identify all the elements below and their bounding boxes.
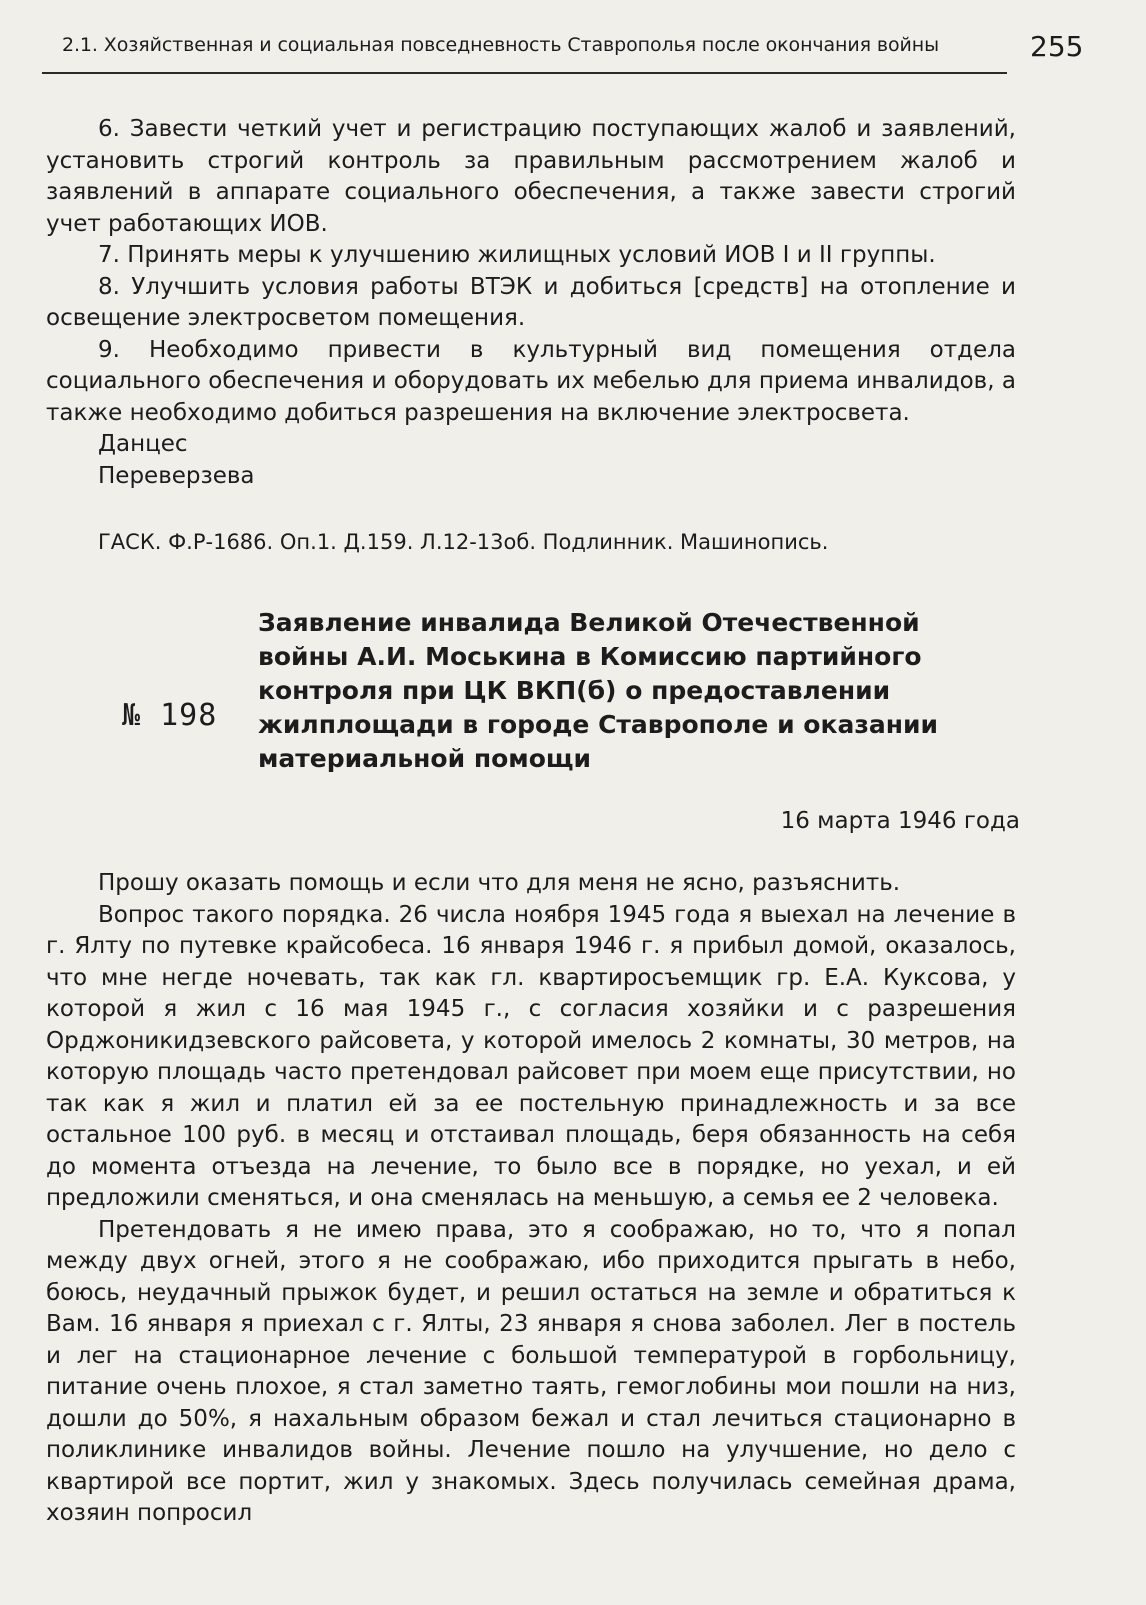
document-date: 16 марта 1946 года bbox=[780, 808, 1020, 834]
list-item-6: 6. Завести четкий учет и регистрацию поступающих жалоб и заявлений, установить строгий контроль за правильным рассмотрением жалоб и заявлений в аппарате социального обеспечения, а также завести строгий учет работающих ИОВ. bbox=[46, 116, 1016, 237]
list-item-9: 9. Необходимо привести в культурный вид помещения отдела социального обеспечения и оборудовать их мебелью для приема инвалидов, а также необходимо добиться разрешения на включение электросвета. bbox=[46, 336, 1016, 426]
previous-document-text bbox=[46, 114, 1016, 492]
running-title: 2.1. Хозяйственная и социальная повседневность Ставрополья после окончания войны bbox=[62, 34, 939, 56]
document-body bbox=[46, 868, 1016, 1530]
body-paragraph-2: Вопрос такого порядка. 26 числа ноября 1945 года я выехал на лечение в г. Ялту по путевке крайсобеса. 16 января 1946 г. я прибыл домой, оказалось, что мне негде ночевать, так как гл. квартиросъемщик гр. Е.А. Куксова, у которой я жил с 16 мая 1945 г., с согласия хозяйки и с разрешения Орджоникидзевского райсовета, у которой имелось 2 комнаты, 30 метров, на которую площадь часто претендовал райсовет при моем еще присутствии, но так как я жил и платил ей за ее постельную принадлежность и за все остальное 100 руб. в месяц и отстаивал площадь, беря обязанность на себя до момента отъезда на лечение, то было все в порядке, но уехал, и ей предложили сменяться, и она сменялась на меньшую, а семья ее 2 человека. bbox=[46, 901, 1016, 1211]
running-header bbox=[42, 28, 1007, 74]
body-paragraph-1: Прошу оказать помощь и если что для меня не ясно, разъяснить. bbox=[98, 870, 901, 896]
list-item-7: 7. Принять меры к улучшению жилищных условий ИОВ I и II группы. bbox=[98, 242, 936, 268]
list-item-8: 8. Улучшить условия работы ВТЭК и добиться [средств] на отопление и освещение электросветом помещения. bbox=[46, 273, 1016, 331]
page-number: 255 bbox=[1030, 30, 1084, 63]
signature-dantses: Данцес bbox=[98, 431, 188, 457]
signature-pereverzeva: Переверзева bbox=[98, 462, 255, 489]
archive-reference: ГАСК. Ф.Р-1686. Оп.1. Д.159. Л.12-13об. Подлинник. Машинопись. bbox=[98, 530, 829, 554]
document-title: Заявление инвалида Великой Отечественной войны А.И. Моськина в Комиссию партийного контроля при ЦК ВКП(б) о предоставлении жилплощади в городе Ставрополе и оказании материальной помощи bbox=[258, 608, 939, 773]
body-paragraph-3: Претендовать я не имею права, это я соображаю, но то, что я попал между двух огней, этого я не соображаю, ибо приходится прыгать в небо, боюсь, неудачный прыжок будет, и решил остаться на земле и обратиться к Вам. 16 января я приехал с г. Ялты, 23 января я снова заболел. Лег в постель и лег на стационарное лечение с большой температурой в горбольницу, питание очень плохое, я стал заметно таять, гемоглобины мои пошли на низ, дошли до 50%, я нахальным образом бежал и стал лечиться стационарно в поликлинике инвалидов войны. Лечение пошло на улучшение, но дело с квартирой все портит, жил у знакомых. Здесь получилась семейная драма, хозяин попросил bbox=[46, 1216, 1016, 1526]
document-number: № 198 bbox=[122, 698, 218, 733]
